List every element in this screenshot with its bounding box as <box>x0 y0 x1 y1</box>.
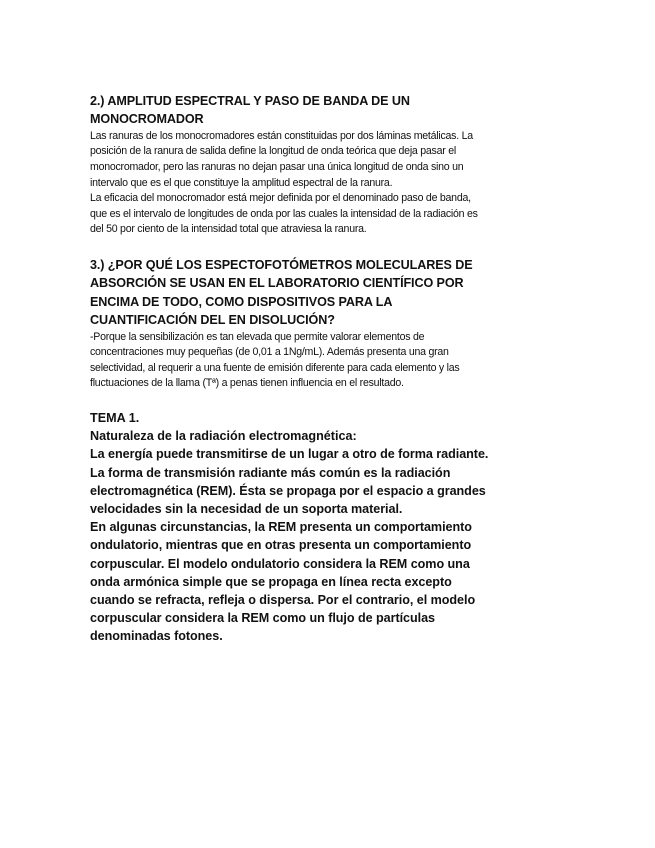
tema-paragraph-2: En algunas circunstancias, la REM presenta un comportamiento ondulatorio, mientras que en otras presenta un comportamiento corpuscular. El modelo ondulatorio considera la REM como una onda armónica simple que se propaga en línea recta excepto cuando se refracta, refleja o dispersa. Por el contrario, el modelo corpuscular considera la REM como un flujo de partículas denominadas fotones. <box>90 520 476 644</box>
section-2-paragraph-1: Las ranuras de los monocromadores están constituidas por dos láminas metálicas. La posición de la ranura de salida define la longitud de onda teórica que deja pasar el monocromador, pero las ranuras no dejan pasar una única longitud de onda sino un intervalo que es el que constituye la amplitud espectral de la ranura. <box>90 129 473 189</box>
section-3-paragraph: -Porque la sensibilización es tan elevada que permite valorar elementos de concentraciones muy pequeñas (de 0,01 a 1Ng/mL). Además presenta una gran selectividad, al requerir a una fuente de emisión diferente para cada elemento y las fluctuaciones de la llama (Tª) a penas tienen influencia en el resultado. <box>90 330 460 390</box>
tema-section <box>90 409 490 646</box>
section-2-paragraph-2: La eficacia del monocromador está mejor definida por el denominado paso de banda, que es el intervalo de longitudes de onda por las cuales la intensidad de la radiación es del 50 por ciento de la intensidad total que atraviesa la ranura. <box>90 192 478 236</box>
tema-paragraph-1: La energía puede transmitirse de un lugar a otro de forma radiante. La forma de transmisión radiante más común es la radiación electromagnética (REM). Ésta se propaga por el espacio a grandes velocidades sin la necesidad de un soporta material. <box>90 447 489 516</box>
section-3-heading: 3.) ¿POR QUÉ LOS ESPECTOFOTÓMETROS MOLECULARES DE ABSORCIÓN SE USAN EN EL LABORATORIO CIENTÍFICO POR ENCIMA DE TODO, COMO DISPOSITIVOS PARA LA CUANTIFICACIÓN DEL EN DISOLUCIÓN? <box>90 257 473 328</box>
document-page <box>90 92 490 646</box>
spacer <box>90 392 490 409</box>
section-2 <box>90 92 490 238</box>
section-2-heading: 2.) AMPLITUD ESPECTRAL Y PASO DE BANDA DE UN MONOCROMADOR <box>90 94 410 127</box>
tema-subtitle: Naturaleza de la radiación electromagnética: <box>90 429 357 444</box>
section-3 <box>90 256 490 392</box>
spacer <box>90 238 490 256</box>
tema-title: TEMA 1. <box>90 410 140 425</box>
